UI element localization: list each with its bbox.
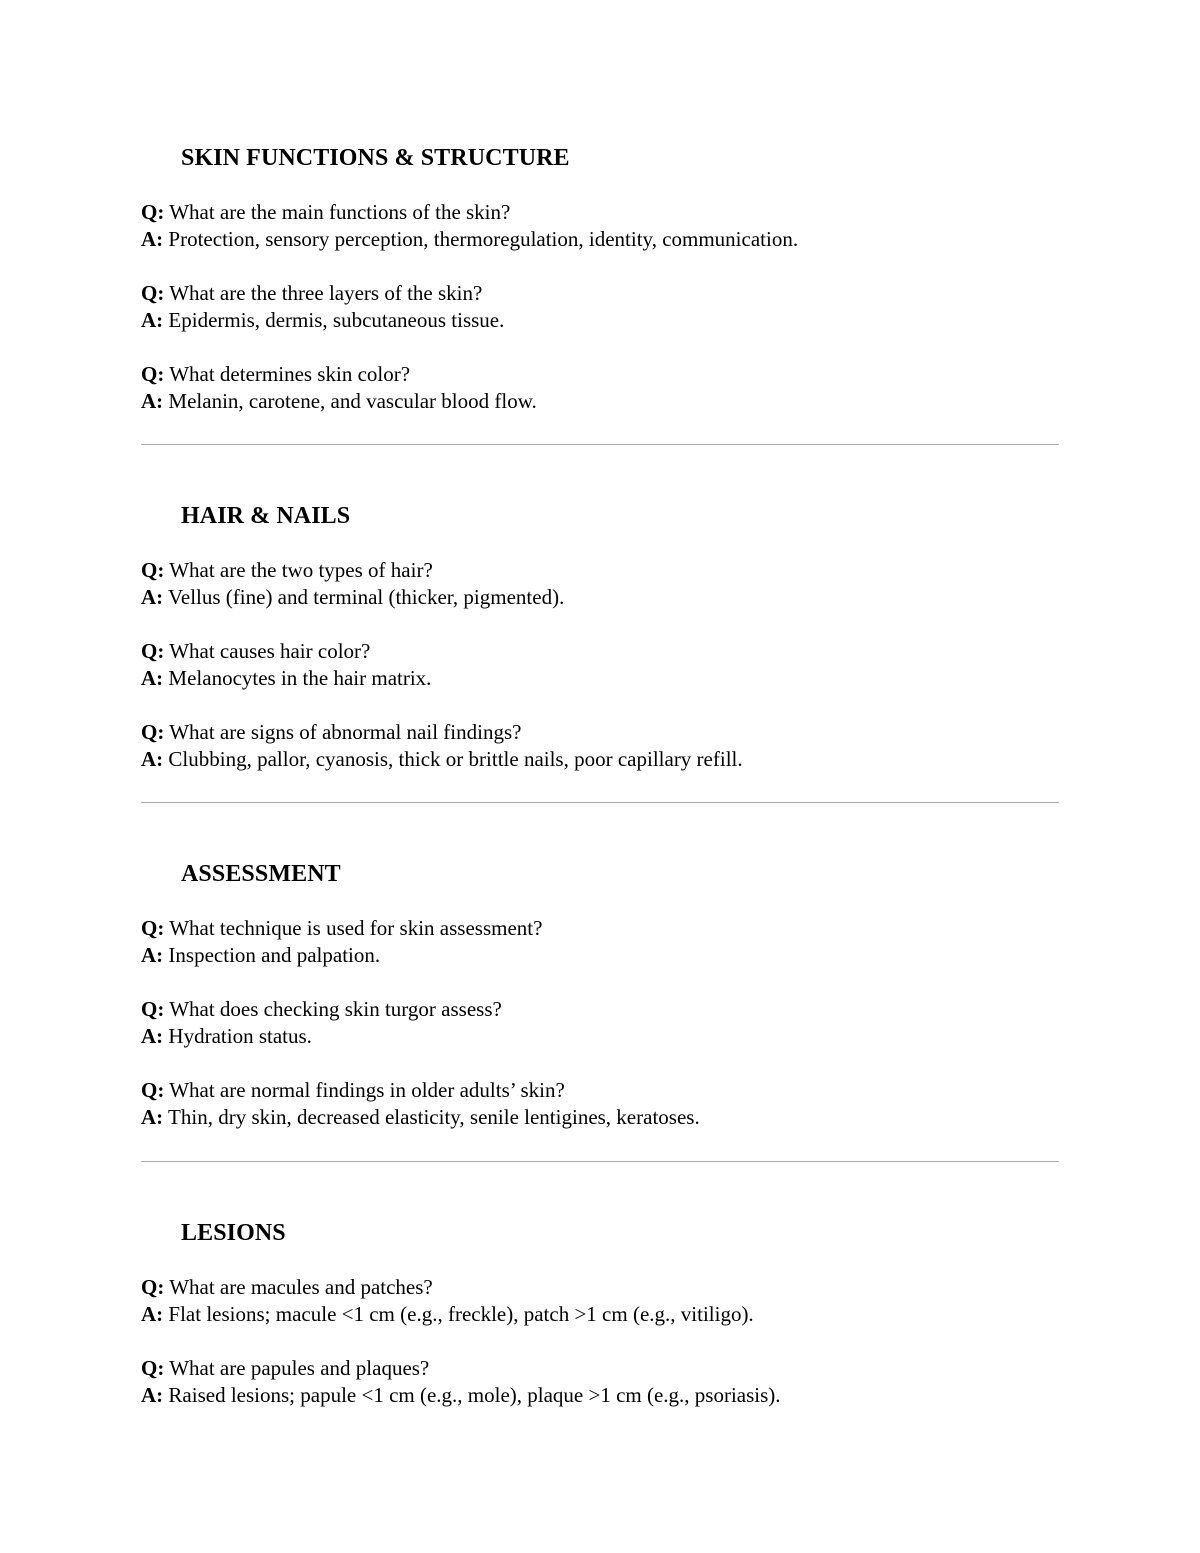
qa-item xyxy=(141,915,1059,969)
qa-item xyxy=(141,199,1059,253)
qa-list xyxy=(141,557,1059,773)
qa-list xyxy=(141,1274,1059,1409)
question-prefix: Q: xyxy=(141,1356,165,1380)
answer-prefix: A: xyxy=(141,747,164,771)
qa-item xyxy=(141,996,1059,1050)
question-text: What are the two types of hair? xyxy=(169,558,433,582)
answer-line xyxy=(141,1301,1059,1328)
answer-line xyxy=(141,1104,1059,1131)
question-line xyxy=(141,1274,1059,1301)
answer-text: Clubbing, pallor, cyanosis, thick or brittle nails, poor capillary refill. xyxy=(168,747,743,771)
answer-prefix: A: xyxy=(141,227,164,251)
answer-text: Epidermis, dermis, subcutaneous tissue. xyxy=(168,308,505,332)
qa-item xyxy=(141,719,1059,773)
question-prefix: Q: xyxy=(141,1078,165,1102)
question-line xyxy=(141,280,1059,307)
question-line xyxy=(141,361,1059,388)
question-text: What determines skin color? xyxy=(169,362,411,386)
answer-text: Thin, dry skin, decreased elasticity, senile lentigines, keratoses. xyxy=(168,1105,700,1129)
answer-text: Raised lesions; papule <1 cm (e.g., mole), plaque >1 cm (e.g., psoriasis). xyxy=(168,1383,781,1407)
answer-prefix: A: xyxy=(141,1383,164,1407)
question-prefix: Q: xyxy=(141,281,165,305)
qa-item xyxy=(141,280,1059,334)
section-hair-nails xyxy=(141,502,1059,773)
question-prefix: Q: xyxy=(141,558,165,582)
section-divider xyxy=(141,1161,1059,1162)
answer-prefix: A: xyxy=(141,943,164,967)
qa-list xyxy=(141,915,1059,1131)
answer-line xyxy=(141,1382,1059,1409)
section-title: HAIR & NAILS xyxy=(181,503,351,529)
answer-line xyxy=(141,388,1059,415)
question-prefix: Q: xyxy=(141,362,165,386)
answer-text: Hydration status. xyxy=(168,1024,312,1048)
qa-item xyxy=(141,1077,1059,1131)
qa-item xyxy=(141,361,1059,415)
answer-text: Inspection and palpation. xyxy=(168,943,381,967)
section-title: LESIONS xyxy=(181,1220,286,1246)
question-text: What are papules and plaques? xyxy=(169,1356,430,1380)
answer-line xyxy=(141,1023,1059,1050)
answer-text: Flat lesions; macule <1 cm (e.g., freckle), patch >1 cm (e.g., vitiligo). xyxy=(168,1302,754,1326)
answer-prefix: A: xyxy=(141,389,164,413)
answer-line xyxy=(141,226,1059,253)
question-line xyxy=(141,199,1059,226)
question-line xyxy=(141,719,1059,746)
section-assessment xyxy=(141,860,1059,1131)
answer-prefix: A: xyxy=(141,1105,164,1129)
answer-text: Melanocytes in the hair matrix. xyxy=(168,666,432,690)
answer-line xyxy=(141,584,1059,611)
answer-prefix: A: xyxy=(141,308,164,332)
answer-text: Protection, sensory perception, thermoregulation, identity, communication. xyxy=(168,227,799,251)
question-prefix: Q: xyxy=(141,720,165,744)
answer-prefix: A: xyxy=(141,585,164,609)
question-text: What technique is used for skin assessment? xyxy=(169,916,543,940)
answer-line xyxy=(141,942,1059,969)
section-title: ASSESSMENT xyxy=(181,861,341,887)
qa-item xyxy=(141,638,1059,692)
question-text: What are the three layers of the skin? xyxy=(169,281,483,305)
section-divider xyxy=(141,444,1059,445)
section-title: SKIN FUNCTIONS & STRUCTURE xyxy=(181,145,570,171)
section-divider xyxy=(141,802,1059,803)
question-prefix: Q: xyxy=(141,1275,165,1299)
qa-item xyxy=(141,1274,1059,1328)
question-line xyxy=(141,1077,1059,1104)
answer-line xyxy=(141,746,1059,773)
answer-line xyxy=(141,665,1059,692)
question-prefix: Q: xyxy=(141,639,165,663)
answer-text: Vellus (fine) and terminal (thicker, pigmented). xyxy=(168,585,565,609)
answer-prefix: A: xyxy=(141,1024,164,1048)
question-text: What are normal findings in older adults’ skin? xyxy=(169,1078,565,1102)
question-line xyxy=(141,996,1059,1023)
question-line xyxy=(141,915,1059,942)
answer-line xyxy=(141,307,1059,334)
question-prefix: Q: xyxy=(141,200,165,224)
answer-prefix: A: xyxy=(141,666,164,690)
section-lesions xyxy=(141,1219,1059,1409)
question-text: What does checking skin turgor assess? xyxy=(169,997,502,1021)
question-line xyxy=(141,557,1059,584)
question-prefix: Q: xyxy=(141,997,165,1021)
question-line xyxy=(141,1355,1059,1382)
question-text: What are the main functions of the skin? xyxy=(169,200,511,224)
qa-item xyxy=(141,557,1059,611)
question-text: What are signs of abnormal nail findings? xyxy=(169,720,522,744)
question-text: What are macules and patches? xyxy=(169,1275,433,1299)
qa-list xyxy=(141,199,1059,415)
question-prefix: Q: xyxy=(141,916,165,940)
question-text: What causes hair color? xyxy=(169,639,371,663)
answer-text: Melanin, carotene, and vascular blood flow. xyxy=(168,389,537,413)
answer-prefix: A: xyxy=(141,1302,164,1326)
question-line xyxy=(141,638,1059,665)
section-skin-functions xyxy=(141,144,1059,415)
qa-item xyxy=(141,1355,1059,1409)
